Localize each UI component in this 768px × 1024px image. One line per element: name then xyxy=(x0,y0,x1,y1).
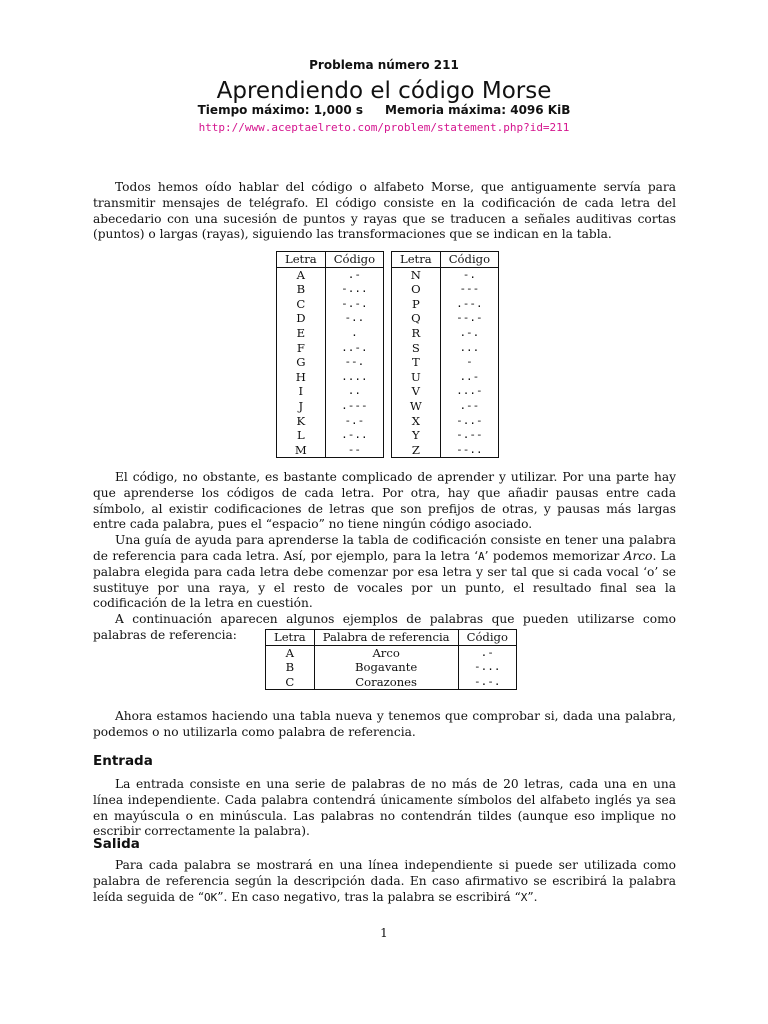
table-row xyxy=(277,341,384,356)
table-cell: . xyxy=(325,326,383,341)
table-cell: Q xyxy=(392,311,441,326)
table-cell: C xyxy=(266,675,315,690)
table-cell: -.-- xyxy=(440,428,498,443)
table-cell: Y xyxy=(392,428,441,443)
paragraph-task: Ahora estamos haciendo una tabla nueva y tenemos que comprobar si, dada una palabra, podemos o no utilizarla como palabra de referencia. xyxy=(93,709,676,739)
table-cell: A xyxy=(266,645,315,660)
table-cell: --.. xyxy=(440,443,498,458)
table-row xyxy=(392,370,499,385)
table-row xyxy=(392,399,499,414)
intro-section xyxy=(93,180,676,243)
table-row xyxy=(277,399,384,414)
header-letra: Letra xyxy=(392,252,441,268)
table-row xyxy=(277,370,384,385)
page-number: 1 xyxy=(380,926,388,940)
salida-text: Para cada palabra se mostrará en una línea independiente si puede ser utilizada como palabra de referencia según la descripción dada. En caso afirmativo se escribirá la palabra leída seguida de “OK”. En caso negativo, tras la palabra se escribirá “X”. xyxy=(93,858,676,904)
entrada-heading: Entrada xyxy=(93,753,153,769)
table-row xyxy=(277,326,384,341)
header-codigo: Código xyxy=(458,630,516,646)
salida-section xyxy=(93,858,676,905)
table-cell: B xyxy=(266,660,315,675)
table-cell: Z xyxy=(392,443,441,458)
table-cell: J xyxy=(277,399,326,414)
table-cell: B xyxy=(277,282,326,297)
paragraph-complexity: El código, no obstante, es bastante complicado de aprender y utilizar. Por una parte hay que aprenderse los códigos de cada letra. Por otra, hay que añadir pausas entre cada símbolo, al existir codificaciones de letras que son prefijos de otras, y pausas más largas entre cada palabra, pues el “espacio” no tiene ningún código asociado. xyxy=(93,470,676,532)
table-cell: -- xyxy=(325,443,383,458)
table-cell: E xyxy=(277,326,326,341)
table-cell: ..-. xyxy=(325,341,383,356)
table-cell: O xyxy=(392,282,441,297)
table-row xyxy=(277,297,384,312)
table-cell: T xyxy=(392,355,441,370)
table-row xyxy=(392,341,499,356)
table-row xyxy=(392,326,499,341)
morse-table-right xyxy=(391,251,499,458)
table-row xyxy=(392,267,499,282)
table-cell: .--- xyxy=(325,399,383,414)
table-row xyxy=(277,443,384,458)
table-cell: X xyxy=(392,414,441,429)
intro-paragraph: Todos hemos oído hablar del código o alfabeto Morse, que antiguamente servía para transmitir mensajes de telégrafo. El código consiste en la codificación de cada letra del abecedario con una sucesión de puntos y rayas que se traducen a señales auditivas cortas (puntos) o largas (rayas), siguiendo las transformaciones que se indican en la tabla. xyxy=(93,180,676,242)
table-cell: -... xyxy=(458,660,516,675)
table-cell: V xyxy=(392,384,441,399)
table-row xyxy=(392,311,499,326)
table-cell: K xyxy=(277,414,326,429)
table-row xyxy=(392,443,499,458)
table-cell: N xyxy=(392,267,441,282)
table-cell: .- xyxy=(325,267,383,282)
table-row xyxy=(277,414,384,429)
conclusion-section xyxy=(93,709,676,741)
table-row xyxy=(266,645,517,660)
reference-table xyxy=(265,629,517,690)
header-letra: Letra xyxy=(266,630,315,646)
table-cell: U xyxy=(392,370,441,385)
table-cell: R xyxy=(392,326,441,341)
time-limit: Tiempo máximo: 1,000 s xyxy=(197,103,364,117)
table-cell: -.- xyxy=(325,414,383,429)
header-palabra: Palabra de referencia xyxy=(314,630,458,646)
table-row xyxy=(392,428,499,443)
table-cell: .- xyxy=(458,645,516,660)
table-cell: --. xyxy=(325,355,383,370)
table-row xyxy=(392,414,499,429)
table-row xyxy=(392,297,499,312)
table-row xyxy=(277,428,384,443)
table-cell: -. xyxy=(440,267,498,282)
table-row xyxy=(277,311,384,326)
table-cell: -..- xyxy=(440,414,498,429)
limits xyxy=(0,103,768,117)
table-cell: .. xyxy=(325,384,383,399)
table-row xyxy=(266,660,517,675)
table-cell: -... xyxy=(325,282,383,297)
table-cell: Arco xyxy=(314,645,458,660)
table-cell: .-- xyxy=(440,399,498,414)
table-row xyxy=(277,355,384,370)
header-codigo: Código xyxy=(440,252,498,268)
table-cell: --- xyxy=(440,282,498,297)
table-cell: .-.. xyxy=(325,428,383,443)
table-cell: M xyxy=(277,443,326,458)
table-cell: - xyxy=(440,355,498,370)
table-row xyxy=(392,282,499,297)
problem-url[interactable]: http://www.aceptaelreto.com/problem/statement.php?id=211 xyxy=(198,121,570,134)
table-row xyxy=(392,355,499,370)
table-cell: --.- xyxy=(440,311,498,326)
entrada-text: La entrada consiste en una serie de palabras de no más de 20 letras, cada una en una línea independiente. Cada palabra contendrá únicamente símbolos del alfabeto inglés ya sea en mayúscula o en minúscula. Las palabras no contendrán tildes (aunque eso implique no escribir correctamente la palabra). xyxy=(93,777,676,839)
morse-table-left xyxy=(276,251,384,458)
paragraph-guide: Una guía de ayuda para aprenderse la tabla de codificación consiste en tener una palabra de referencia para cada letra. Así, por ejemplo, para la letra ‘A’ podemos memorizar Arco. La palabra elegida para cada letra debe comenzar por esa letra y ser tal que si cada vocal ‘o’ se sustituye por una raya, y el resto de vocales por un punto, el resultado final sea la codificación de la letra en cuestión. xyxy=(93,533,677,611)
memory-limit: Memoria máxima: 4096 KiB xyxy=(385,103,571,117)
table-cell: C xyxy=(277,297,326,312)
table-cell: ...- xyxy=(440,384,498,399)
header-letra: Letra xyxy=(277,252,326,268)
table-row xyxy=(266,675,517,690)
table-cell: H xyxy=(277,370,326,385)
table-cell: -.-. xyxy=(458,675,516,690)
table-cell: .... xyxy=(325,370,383,385)
entrada-section xyxy=(93,777,676,840)
problem-number: Problema número 211 xyxy=(309,58,459,72)
table-cell: ..- xyxy=(440,370,498,385)
table-cell: I xyxy=(277,384,326,399)
table-cell: Bogavante xyxy=(314,660,458,675)
table-cell: -.. xyxy=(325,311,383,326)
table-cell: .-. xyxy=(440,326,498,341)
table-cell: Corazones xyxy=(314,675,458,690)
table-cell: G xyxy=(277,355,326,370)
table-cell: S xyxy=(392,341,441,356)
table-cell: A xyxy=(277,267,326,282)
table-cell: .--. xyxy=(440,297,498,312)
body-section xyxy=(93,470,676,644)
table-cell: L xyxy=(277,428,326,443)
table-cell: ... xyxy=(440,341,498,356)
table-cell: W xyxy=(392,399,441,414)
table-cell: P xyxy=(392,297,441,312)
table-row xyxy=(277,384,384,399)
page-title: Aprendiendo el código Morse xyxy=(216,78,552,104)
header-codigo: Código xyxy=(325,252,383,268)
table-row xyxy=(392,384,499,399)
salida-heading: Salida xyxy=(93,836,140,852)
table-cell: F xyxy=(277,341,326,356)
table-cell: D xyxy=(277,311,326,326)
table-row xyxy=(277,267,384,282)
paragraph-examples-intro: A continuación aparecen algunos ejemplos de palabras que pueden utilizarse como palabras de referencia: xyxy=(93,612,676,642)
table-cell: -.-. xyxy=(325,297,383,312)
table-row xyxy=(277,282,384,297)
